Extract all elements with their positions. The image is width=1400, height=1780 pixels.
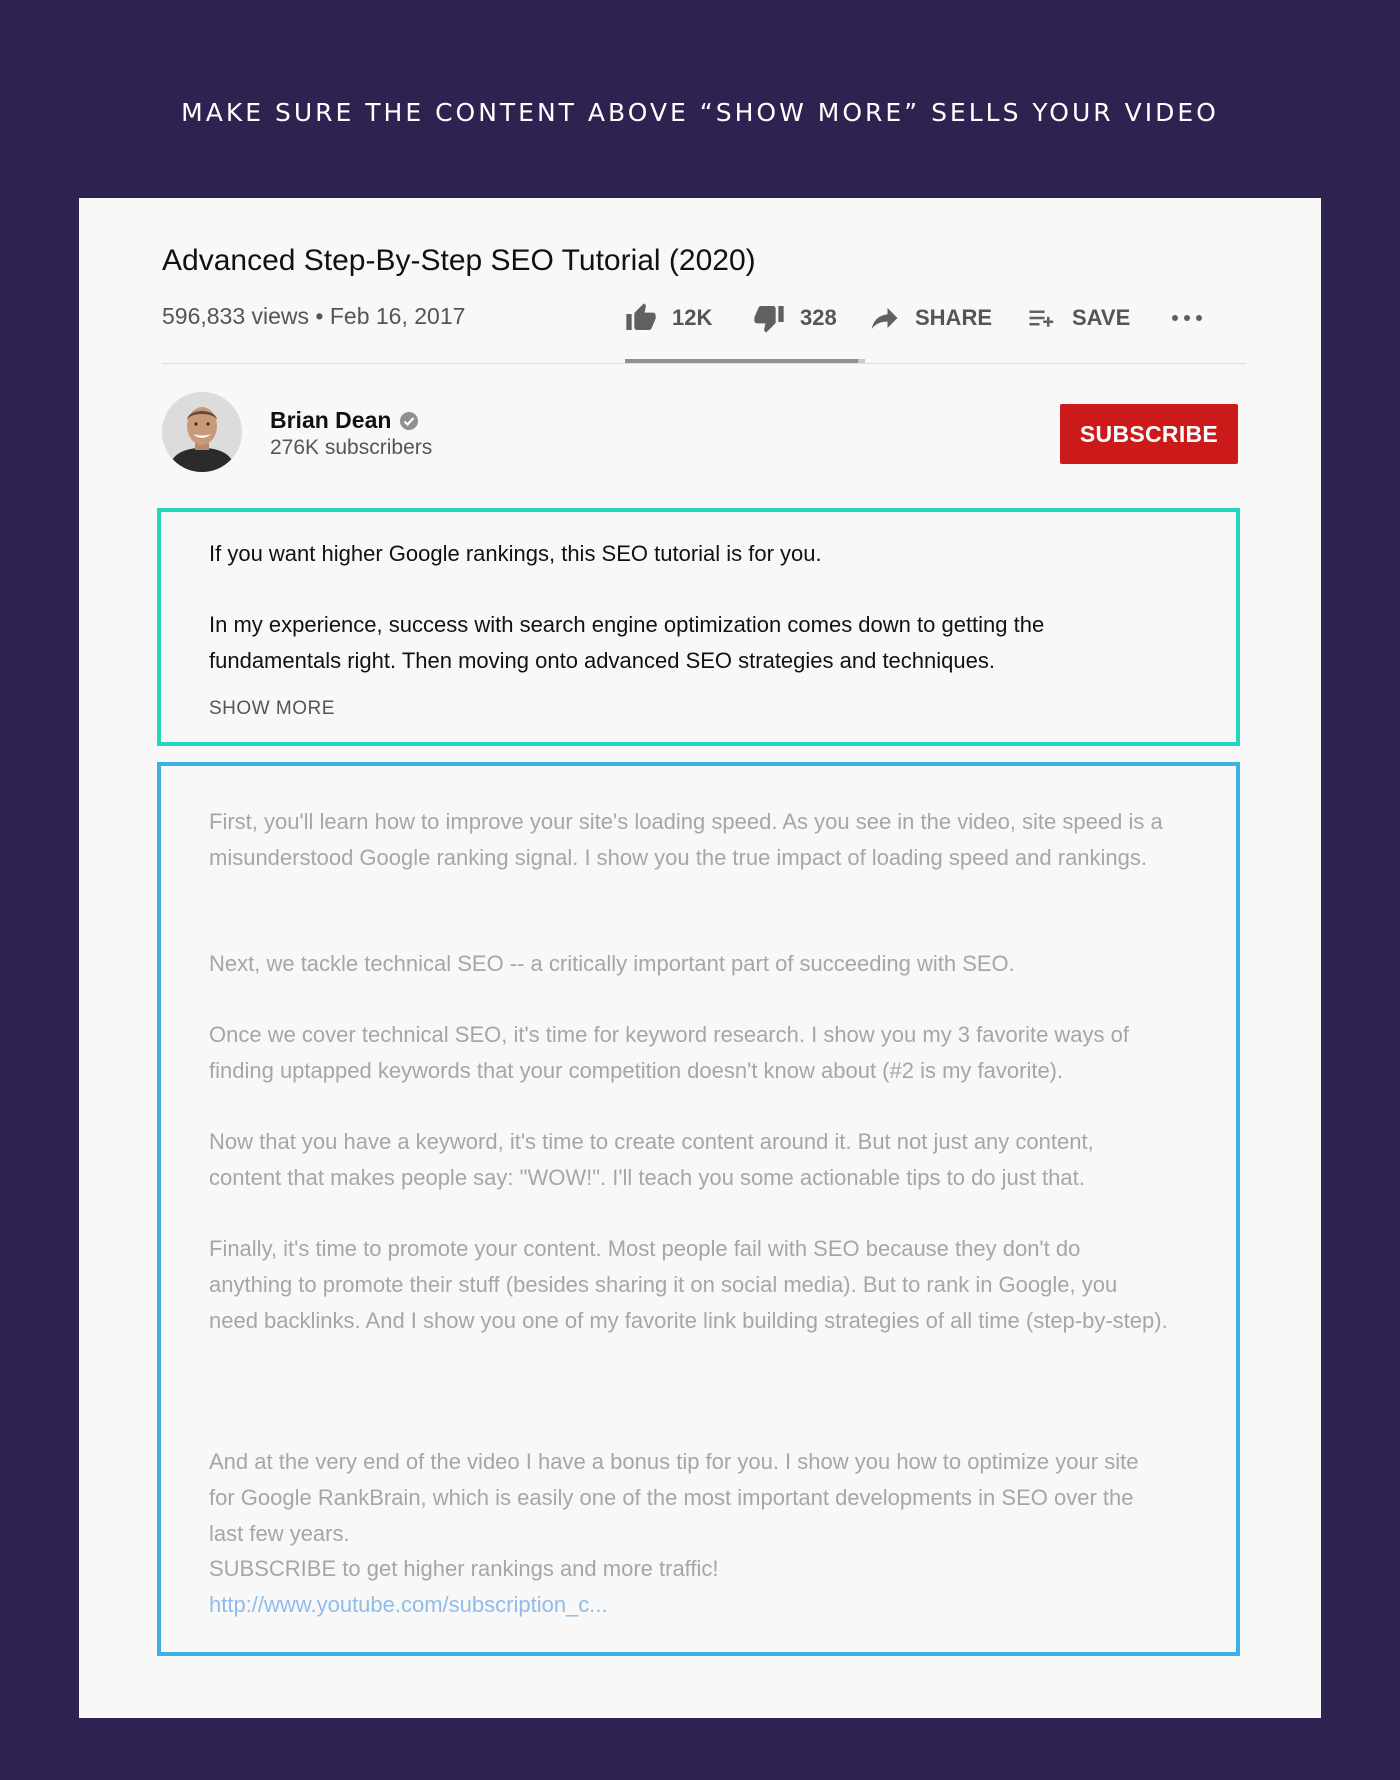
more-horizontal-icon: [1169, 308, 1205, 328]
avatar-portrait-icon: [162, 392, 242, 472]
hidden-description-paragraph: Next, we tackle technical SEO -- a critically important part of succeeding with SEO.: [209, 951, 1015, 976]
hidden-description-paragraph: Once we cover technical SEO, it's time for keyword research. I show you my 3 favorite ways of finding uptapped keywords that your competition doesn't know about (#2 is my favorite).: [209, 1022, 1129, 1083]
thumbs-up-icon: [624, 302, 658, 334]
verified-check-icon: [399, 411, 419, 431]
thumbs-down-icon: [752, 302, 786, 334]
save-label: SAVE: [1072, 305, 1131, 330]
subscriber-count: 276K subscribers: [270, 436, 433, 459]
hidden-description-paragraph: Now that you have a keyword, it's time to create content around it. But not just any content, content that makes people say: "WOW!". I'll teach you some actionable tips to do just that.: [209, 1129, 1094, 1190]
share-arrow-icon: [869, 303, 901, 333]
like-button[interactable]: [624, 302, 712, 334]
video-info-card: [79, 198, 1321, 1718]
divider: [162, 363, 1246, 364]
like-count: 12K: [672, 305, 713, 330]
dislike-count: 328: [800, 305, 837, 330]
hidden-description-paragraph: SUBSCRIBE to get higher rankings and more traffic!: [209, 1556, 719, 1581]
subscription-link[interactable]: http://www.youtube.com/subscription_c...: [209, 1592, 608, 1617]
hidden-description-paragraph: First, you'll learn how to improve your site's loading speed. As you see in the video, site speed is a misunderstood Google ranking signal. I show you the true impact of loading speed and rankings.: [209, 809, 1163, 870]
hidden-description-paragraph: And at the very end of the video I have a bonus tip for you. I show you how to optimize your site for Google RankBrain, which is easily one of the most important developments in SEO over the last few years.: [209, 1449, 1139, 1546]
description-paragraph: If you want higher Google rankings, this SEO tutorial is for you.: [209, 541, 822, 566]
channel-name[interactable]: [270, 407, 419, 434]
share-button[interactable]: [869, 303, 992, 333]
description-paragraph: In my experience, success with search engine optimization comes down to getting the fundamentals right. Then moving onto advanced SEO strategies and techniques.: [209, 612, 1045, 673]
playlist-add-icon: [1026, 303, 1058, 333]
video-meta: 596,833 views • Feb 16, 2017: [162, 303, 466, 329]
video-title: Advanced Step-By-Step SEO Tutorial (2020): [162, 244, 756, 277]
channel-avatar[interactable]: [162, 392, 242, 472]
subscribe-button[interactable]: SUBSCRIBE: [1060, 404, 1238, 464]
channel-name-text: Brian Dean: [270, 407, 392, 433]
save-button[interactable]: [1026, 303, 1130, 333]
action-bar: [624, 298, 1194, 338]
dislike-button[interactable]: [752, 302, 837, 334]
banner-headline: MAKE SURE THE CONTENT ABOVE “SHOW MORE” SELLS YOUR VIDEO: [181, 98, 1219, 127]
more-actions-button[interactable]: [1169, 308, 1205, 328]
share-label: SHARE: [915, 305, 993, 330]
hidden-description-paragraph: Finally, it's time to promote your content. Most people fail with SEO because they don't do anything to promote their stuff (besides sharing it on social media). But to rank in Google, you need backlinks. And I show you one of my favorite link building strategies of all time (step-by-step).: [209, 1236, 1168, 1333]
show-more-button[interactable]: SHOW MORE: [209, 698, 335, 719]
